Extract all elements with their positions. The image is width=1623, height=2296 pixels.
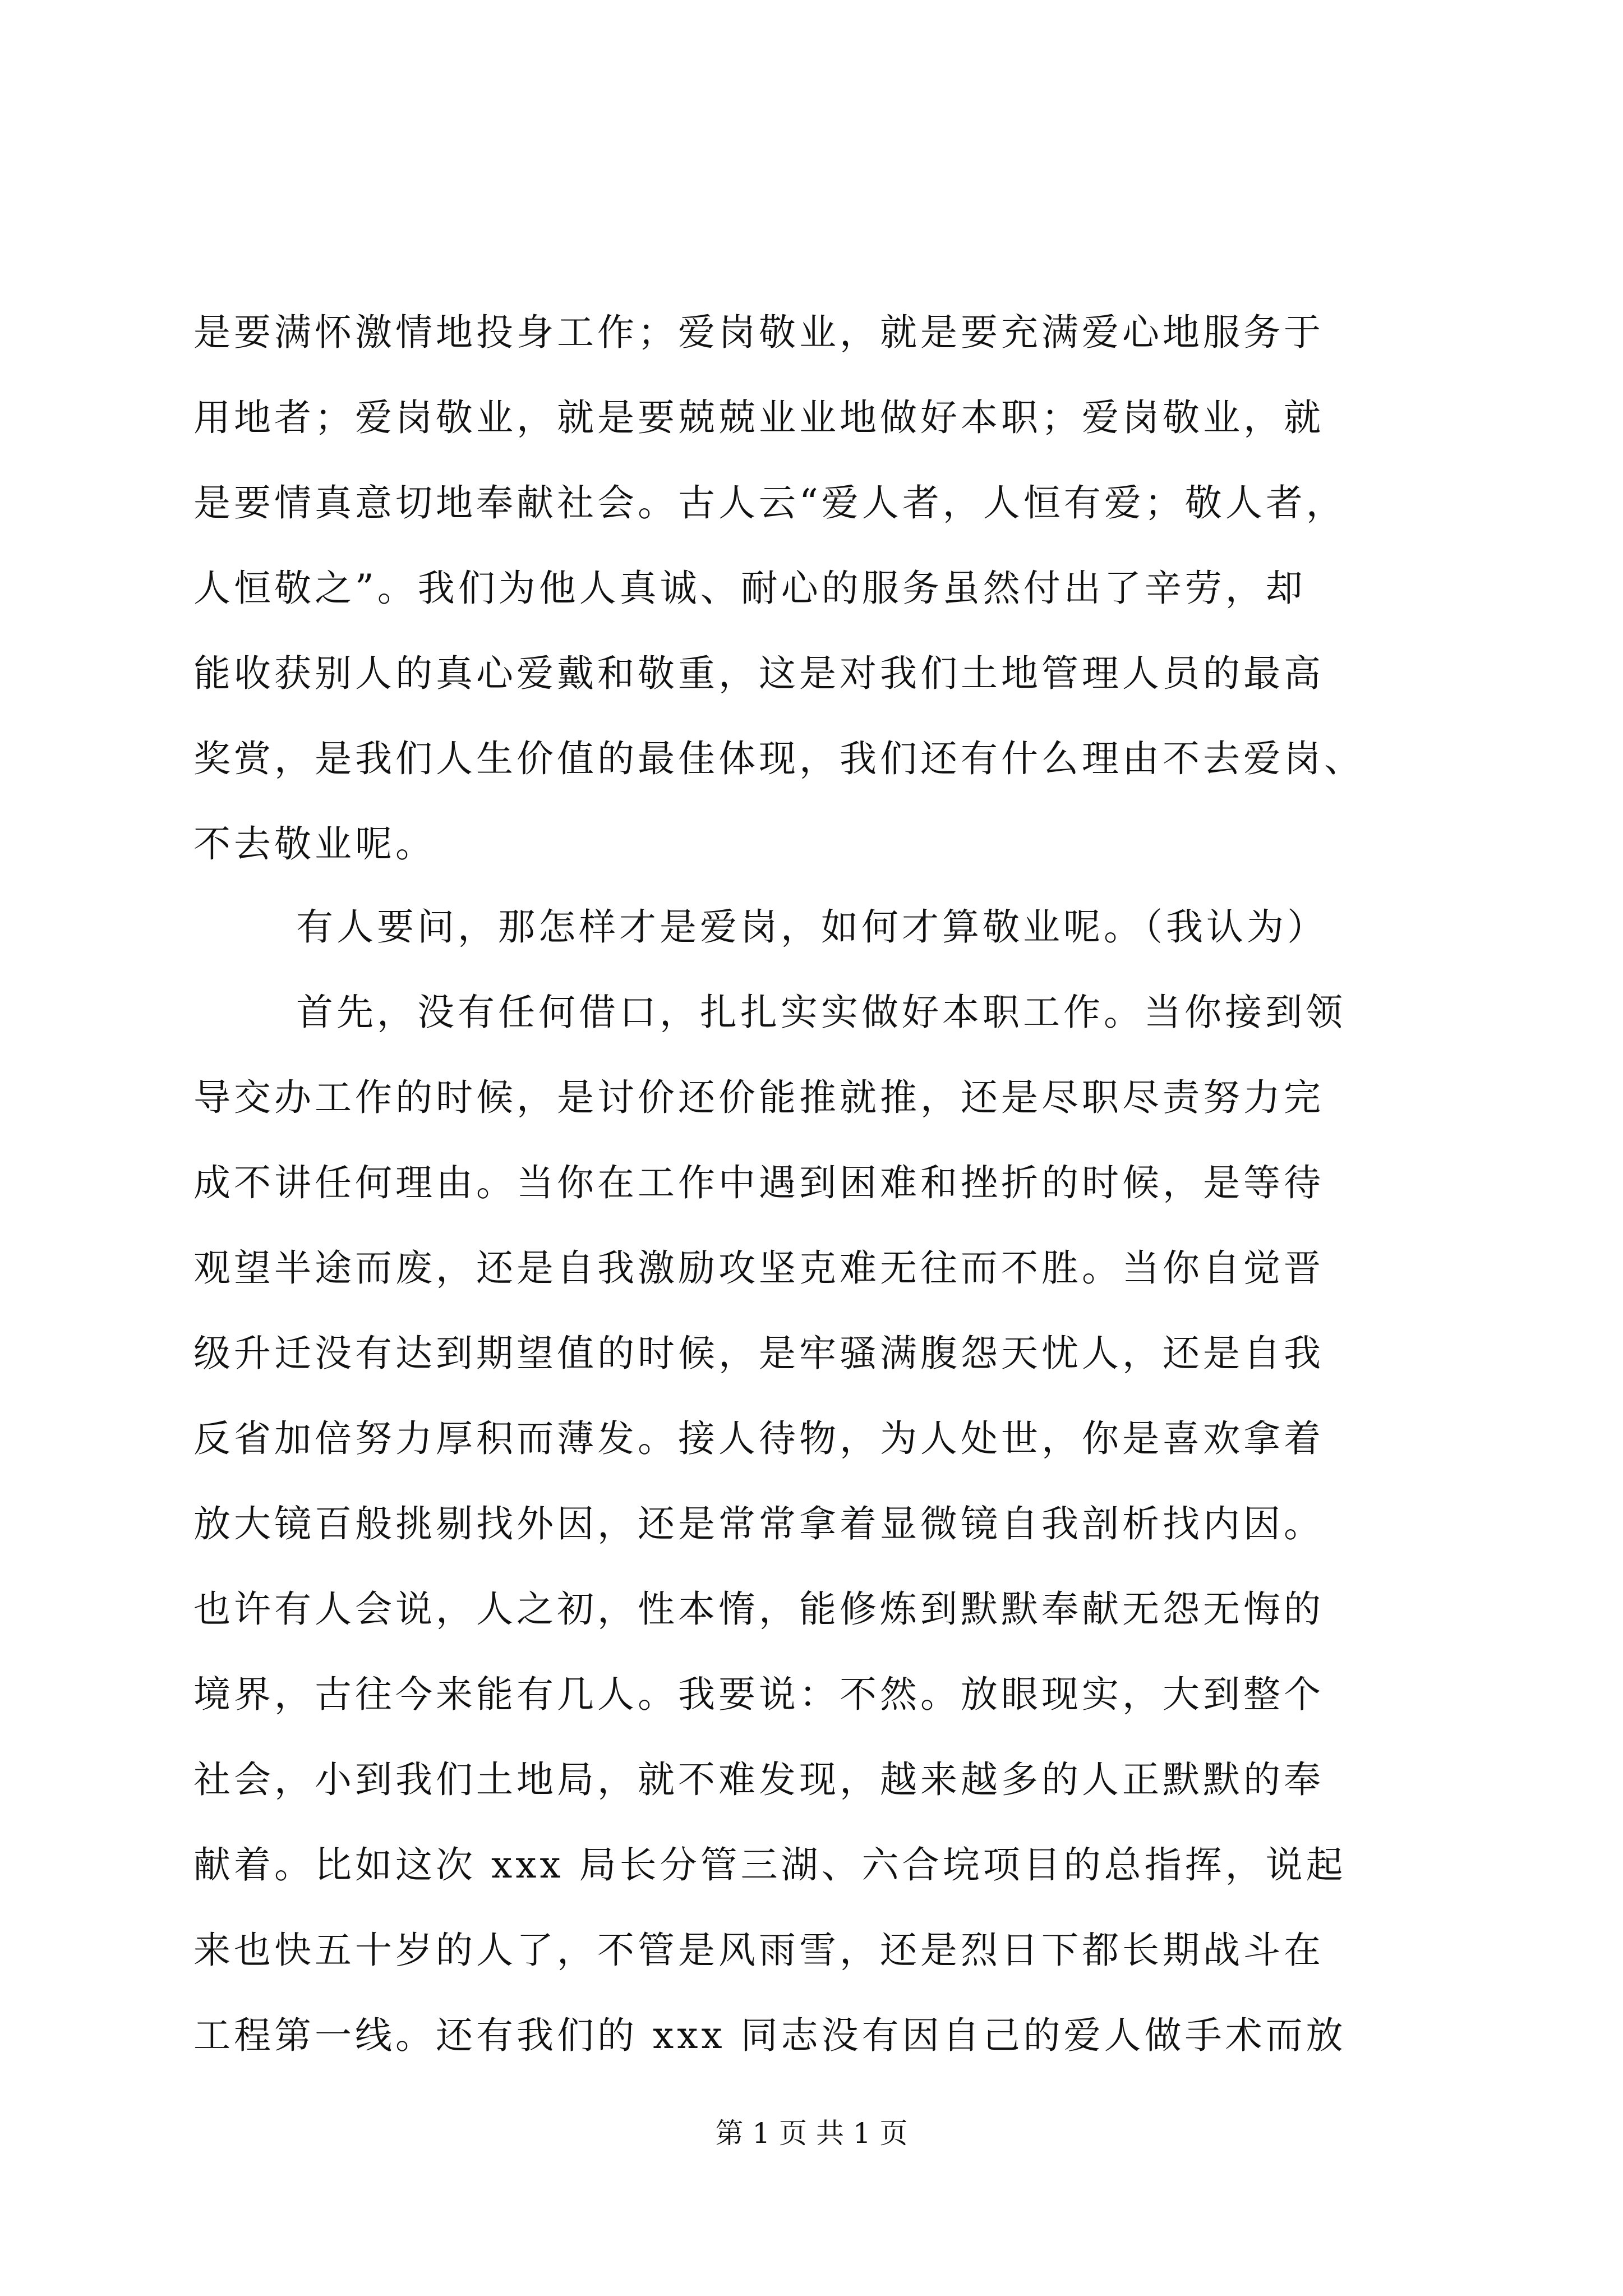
text-line: 成不讲任何理由。当你在工作中遇到困难和挫折的时候，是等待: [193, 1161, 1324, 1204]
text-line: 也许有人会说，人之初，性本惰，能修炼到默默奉献无怨无悔的: [193, 1588, 1324, 1631]
text-line: 是要情真意切地奉献社会。古人云“爱人者，人恒有爱；敬人者，: [193, 481, 1347, 524]
text-line: 能收获别人的真心爱戴和敬重，这是对我们土地管理人员的最高: [193, 652, 1324, 695]
text-line: 是要满怀激情地投身工作；爱岗敬业，就是要充满爱心地服务于: [193, 311, 1324, 354]
text-line: 首先，没有任何借口，扎扎实实做好本职工作。当你接到领: [296, 991, 1346, 1034]
text-line: 献着。比如这次 xxx 局长分管三湖、六合垸项目的总指挥，说起: [193, 1843, 1347, 1887]
text-line: 反省加倍努力厚积而薄发。接人待物，为人处世，你是喜欢拿着: [193, 1417, 1324, 1460]
text-line: 来也快五十岁的人了，不管是风雨雪，还是烈日下都长期战斗在: [193, 1929, 1324, 1972]
text-line: 导交办工作的时候，是讨价还价能推就推，还是尽职尽责努力完: [193, 1076, 1324, 1119]
text-line: 社会，小到我们土地局，就不难发现，越来越多的人正默默的奉: [193, 1758, 1324, 1801]
text-line: 级升迁没有达到期望值的时候，是牢骚满腹怨天忧人，还是自我: [193, 1332, 1324, 1375]
text-line: 有人要问，那怎样才是爱岗，如何才算敬业呢。（我认为）: [296, 905, 1327, 949]
text-line: 不去敬业呢。: [193, 822, 436, 866]
text-line: 放大镜百般挑剔找外因，还是常常拿着显微镜自我剖析找内因。: [193, 1502, 1324, 1545]
text-line: 奖赏，是我们人生价值的最佳体现，我们还有什么理由不去爱岗、: [193, 737, 1364, 780]
page-number-footer: 第 1 页 共 1 页: [715, 2117, 908, 2150]
text-line: 境界，古往今来能有几人。我要说：不然。放眼现实，大到整个: [193, 1673, 1324, 1716]
text-line: 人恒敬之”。我们为他人真诚、耐心的服务虽然付出了辛劳，却: [193, 567, 1306, 610]
text-line: 用地者；爱岗敬业，就是要兢兢业业地做好本职；爱岗敬业，就: [193, 396, 1324, 439]
text-line: 工程第一线。还有我们的 xxx 同志没有因自己的爱人做手术而放: [193, 2014, 1347, 2057]
text-line: 观望半途而废，还是自我激励攻坚克难无往而不胜。当你自觉晋: [193, 1246, 1324, 1290]
